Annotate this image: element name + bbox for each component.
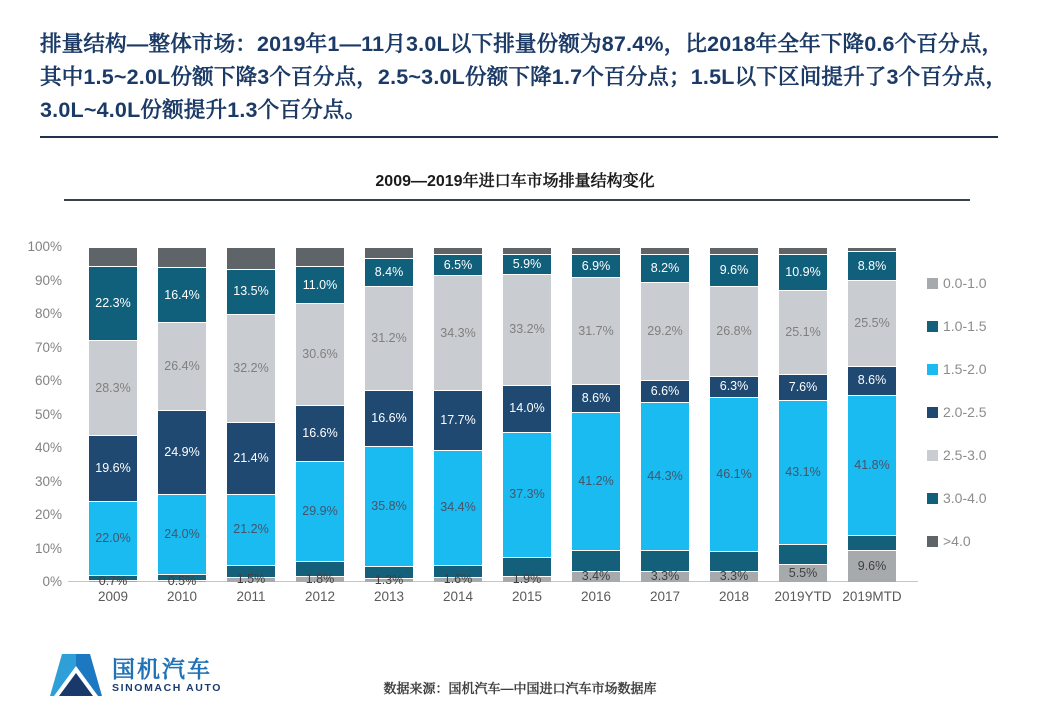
segment-label: 3.4%: [581, 569, 611, 584]
segment-2.5-3.0: [296, 303, 344, 406]
segment-3.0-4.0: [641, 254, 689, 281]
segment->4.0: [641, 247, 689, 254]
brand-name-cn: 国机汽车: [112, 655, 212, 682]
y-axis-tick: 100%: [27, 239, 62, 254]
segment-label: 1.6%: [443, 572, 473, 587]
segment-label: 21.2%: [233, 522, 269, 537]
x-axis-label: 2014: [442, 589, 474, 604]
segment-label: 41.2%: [578, 474, 614, 489]
segment->4.0: [227, 247, 275, 269]
segment-1.5-2.0: [641, 402, 689, 550]
segment-2.5-3.0: [779, 290, 827, 374]
segment-2.0-2.5: [296, 405, 344, 461]
legend-label: 2.5-3.0: [943, 447, 987, 463]
legend-swatch-icon: [927, 493, 938, 504]
segment-2.5-3.0: [572, 277, 620, 383]
segment-label: 7.6%: [788, 379, 818, 394]
y-axis-tick: 60%: [34, 373, 62, 388]
segment-3.0-4.0: [848, 251, 896, 280]
segment-0.0-1.0: [89, 573, 137, 588]
segment-label: 16.6%: [302, 426, 338, 441]
segment-2.5-3.0: [848, 280, 896, 365]
segment-label: 31.7%: [578, 323, 614, 338]
stacked-bar-2013: [365, 247, 413, 587]
segment-0.0-1.0: [503, 571, 551, 586]
segment-3.0-4.0: [227, 269, 275, 314]
segment-2.5-3.0: [158, 322, 206, 410]
segment-label: 5.9%: [512, 256, 542, 271]
segment-label: 28.3%: [95, 380, 131, 395]
segment-2.5-3.0: [503, 274, 551, 385]
headline-underline: [40, 136, 998, 138]
segment-1.5-2.0: [296, 461, 344, 561]
segment-1.5-2.0: [434, 450, 482, 565]
y-axis-tick: 20%: [34, 507, 62, 522]
segment-label: 21.4%: [233, 450, 269, 465]
segment-label: 14.0%: [509, 401, 545, 416]
x-axis-label: 2019MTD: [842, 589, 902, 604]
segment-0.0-1.0: [848, 550, 896, 582]
segment-label: 13.5%: [233, 284, 269, 299]
stacked-bar-2017: [641, 247, 689, 582]
segment-2.5-3.0: [227, 314, 275, 422]
segment-3.0-4.0: [89, 266, 137, 341]
stacked-bar-2012: [296, 247, 344, 586]
segment-label: 25.5%: [854, 316, 890, 331]
segment-label: 35.8%: [371, 498, 407, 513]
legend-label: 3.0-4.0: [943, 490, 987, 506]
segment-2.5-3.0: [710, 286, 758, 376]
segment-label: 1.3%: [374, 572, 404, 587]
data-source-note: 数据来源：国机汽车—中国进口汽车市场数据库: [383, 681, 657, 696]
segment-2.0-2.5: [710, 376, 758, 397]
legend-item: [927, 361, 987, 377]
stacked-bar-2009: [89, 247, 137, 588]
segment->4.0: [710, 247, 758, 254]
stacked-bar-2011: [227, 247, 275, 587]
segment-label: 8.6%: [857, 373, 887, 388]
segment-3.0-4.0: [296, 266, 344, 303]
logo: [50, 652, 222, 698]
legend-swatch-icon: [927, 407, 938, 418]
segment-3.0-4.0: [158, 267, 206, 322]
y-axis-tick: 50%: [34, 406, 62, 422]
segment-1.0-1.5: [779, 544, 827, 563]
brand-text: [112, 656, 222, 695]
legend-label: 1.5-2.0: [943, 361, 987, 377]
segment-0.0-1.0: [227, 572, 275, 587]
segment-3.0-4.0: [365, 258, 413, 286]
segment-0.0-1.0: [710, 571, 758, 582]
segment->4.0: [158, 247, 206, 267]
segment-label: 11.0%: [302, 277, 338, 292]
y-axis-tick: 0%: [42, 574, 62, 589]
segment-label: 8.4%: [374, 264, 404, 279]
sinomach-logo-icon: [50, 652, 102, 698]
segment-label: 6.3%: [719, 379, 749, 394]
y-axis-tick: 10%: [34, 540, 62, 556]
segment-label: 17.7%: [440, 412, 476, 427]
segment-0.0-1.0: [641, 571, 689, 582]
segment-label: 44.3%: [647, 468, 683, 483]
legend-label: 2.0-2.5: [943, 404, 987, 420]
segment-label: 43.1%: [785, 464, 821, 479]
segment-label: 22.0%: [95, 530, 131, 545]
segment->4.0: [503, 247, 551, 254]
segment-2.0-2.5: [365, 390, 413, 446]
legend-label: 0.0-1.0: [943, 275, 987, 291]
segment-label: 1.9%: [512, 571, 542, 586]
segment-2.0-2.5: [434, 390, 482, 449]
segment-0.0-1.0: [158, 574, 206, 589]
segment-label: 6.9%: [581, 258, 611, 273]
legend-item: [927, 490, 987, 506]
chart-title: 2009—2019年进口车市场排量结构变化: [375, 173, 655, 190]
segment-label: 29.9%: [302, 504, 338, 519]
x-axis-label: 2013: [373, 589, 405, 604]
segment->4.0: [89, 247, 137, 266]
segment-label: 9.6%: [857, 558, 887, 573]
segment-label: 1.8%: [305, 571, 335, 586]
segment-label: 25.1%: [785, 325, 821, 340]
legend-swatch-icon: [927, 321, 938, 332]
brand-name-en: SINOMACH AUTO: [112, 681, 223, 694]
segment-label: 30.6%: [302, 347, 338, 362]
x-axis-label: 2015: [511, 589, 543, 604]
segment-label: 41.8%: [854, 457, 890, 472]
segment-2.0-2.5: [89, 435, 137, 501]
x-axis-label: 2016: [580, 589, 612, 604]
segment-label: 22.3%: [95, 296, 131, 311]
segment->4.0: [779, 247, 827, 254]
x-axis-label: 2010: [166, 589, 198, 604]
x-axis-label: 2011: [236, 589, 266, 604]
segment->4.0: [365, 247, 413, 258]
segment-1.0-1.5: [572, 550, 620, 570]
y-axis-tick: 30%: [34, 473, 62, 489]
segment-2.5-3.0: [434, 275, 482, 390]
segment-3.0-4.0: [434, 254, 482, 276]
segment-3.0-4.0: [572, 254, 620, 277]
page-title: 排量结构—整体市场：2019年1—11月3.0L以下排量份额为87.4%，比2018年全年下降0.6个百分点，其中1.5~2.0L份额下降3个百分点，2.5~3.0L份额下降1.7个百分点；1.5L以下区间提升了3个百分点，3.0L~4.0L份额提升1.3个百分点。: [40, 32, 1008, 122]
segment-label: 37.3%: [509, 487, 545, 502]
legend-item: [927, 404, 987, 420]
segment-1.5-2.0: [848, 395, 896, 535]
segment-label: 34.3%: [440, 325, 476, 340]
legend-swatch-icon: [927, 450, 938, 461]
segment-label: 24.0%: [164, 527, 200, 542]
segment-1.5-2.0: [227, 494, 275, 565]
segment-label: 46.1%: [716, 466, 752, 481]
legend-swatch-icon: [927, 536, 938, 547]
segment-2.0-2.5: [779, 374, 827, 399]
segment-label: 34.4%: [440, 500, 476, 515]
segment-3.0-4.0: [503, 254, 551, 274]
segment-0.0-1.0: [296, 571, 344, 586]
stacked-bar-2015: [503, 247, 551, 586]
stacked-bar-2014: [434, 247, 482, 587]
segment-3.0-4.0: [710, 254, 758, 286]
segment-0.0-1.0: [779, 564, 827, 582]
legend-item: [927, 447, 987, 463]
y-axis-tick: 40%: [34, 440, 62, 455]
segment-2.0-2.5: [503, 385, 551, 432]
segment-label: 8.8%: [857, 258, 887, 273]
segment-label: 10.9%: [785, 264, 821, 279]
x-axis-label: 2012: [304, 589, 336, 604]
segment-1.5-2.0: [503, 432, 551, 557]
segment-1.5-2.0: [779, 400, 827, 544]
x-axis-label: 2019YTD: [774, 589, 832, 604]
segment-label: 1.5%: [236, 572, 266, 587]
stacked-bar-2016: [572, 247, 620, 582]
segment-0.0-1.0: [572, 571, 620, 582]
stacked-bar-2010: [158, 247, 206, 589]
x-axis-label: 2018: [718, 589, 750, 604]
segment->4.0: [434, 247, 482, 254]
x-axis-label: 2009: [97, 589, 129, 604]
segment-label: 6.5%: [443, 257, 473, 272]
segment-label: 31.2%: [371, 331, 407, 346]
segment-2.0-2.5: [848, 366, 896, 395]
segment-label: 3.3%: [719, 569, 749, 584]
segment-label: 33.2%: [509, 322, 545, 337]
legend-swatch-icon: [927, 278, 938, 289]
segment-label: 26.4%: [164, 359, 200, 374]
segment-label: 8.2%: [650, 261, 680, 276]
stacked-bar-2019YTD: [779, 247, 827, 582]
segment-label: 32.2%: [233, 360, 269, 375]
segment->4.0: [572, 247, 620, 254]
stacked-bar-2019MTD: [848, 247, 896, 582]
legend-swatch-icon: [927, 364, 938, 375]
segment-label: 0.7%: [98, 573, 128, 588]
stacked-bar-2018: [710, 247, 758, 582]
segment-2.5-3.0: [89, 340, 137, 435]
segment-label: 16.6%: [371, 411, 407, 426]
y-axis-tick: 90%: [34, 272, 62, 288]
segment-label: 8.6%: [581, 391, 611, 406]
segment-label: 16.4%: [164, 287, 200, 302]
segment-label: 5.5%: [788, 565, 818, 580]
segment-label: 24.9%: [164, 445, 200, 460]
segment-label: 26.8%: [716, 323, 752, 338]
legend-item: [927, 318, 987, 334]
chart-title-underline: [64, 199, 970, 201]
segment-1.5-2.0: [572, 412, 620, 550]
segment-2.5-3.0: [641, 282, 689, 380]
segment-0.0-1.0: [434, 572, 482, 587]
segment-2.0-2.5: [572, 384, 620, 413]
segment-label: 9.6%: [719, 262, 749, 277]
segment-label: 6.6%: [650, 383, 680, 398]
segment-1.0-1.5: [848, 535, 896, 550]
segment-label: 19.6%: [95, 461, 131, 476]
y-axis-tick: 80%: [34, 306, 62, 321]
segment-0.0-1.0: [365, 572, 413, 587]
segment-1.0-1.5: [710, 551, 758, 571]
segment-1.5-2.0: [89, 501, 137, 575]
legend-label: 1.0-1.5: [943, 318, 987, 334]
segment-1.5-2.0: [158, 494, 206, 574]
segment-label: 0.5%: [167, 574, 197, 589]
segment-2.0-2.5: [641, 380, 689, 402]
segment-1.0-1.5: [641, 550, 689, 571]
segment-label: 3.3%: [650, 569, 680, 584]
segment->4.0: [296, 247, 344, 266]
x-axis-label: 2017: [649, 589, 681, 604]
legend-item: [927, 275, 987, 291]
segment-3.0-4.0: [779, 254, 827, 291]
legend-item: [927, 533, 971, 549]
segment-1.5-2.0: [365, 446, 413, 566]
segment-label: 29.2%: [647, 323, 683, 338]
segment-1.5-2.0: [710, 397, 758, 551]
segment-2.0-2.5: [227, 422, 275, 494]
segment-2.5-3.0: [365, 286, 413, 391]
legend-label: >4.0: [943, 533, 971, 549]
y-axis-tick: 70%: [34, 339, 62, 355]
segment-2.0-2.5: [158, 410, 206, 493]
